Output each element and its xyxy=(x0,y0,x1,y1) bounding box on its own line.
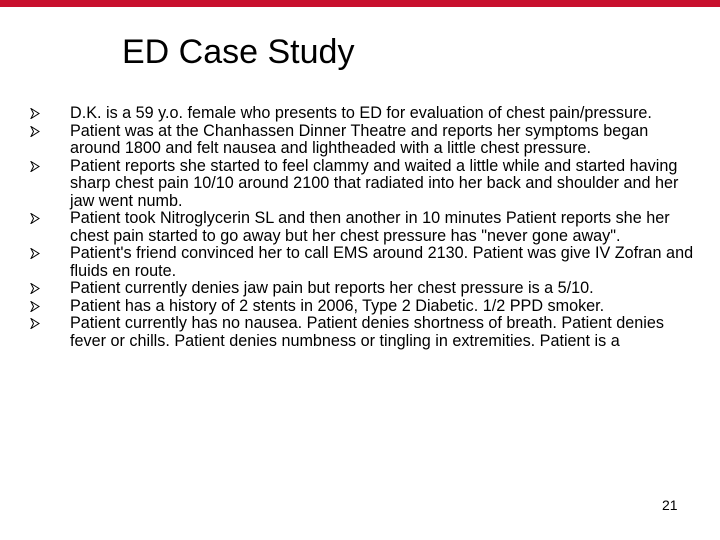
arrow-bullet-icon xyxy=(30,245,70,263)
bullet-item xyxy=(30,298,695,316)
bullet-item xyxy=(30,245,695,280)
bullet-text: Patient reports she started to feel clammy and waited a little while and started having sharp chest pain 10/10 around 2100 that radiated into her back and shoulder and her jaw went numb. xyxy=(70,156,679,210)
bullet-item xyxy=(30,280,695,298)
bullet-text: D.K. is a 59 y.o. female who presents to ED for evaluation of chest pain/pressure. xyxy=(70,104,652,122)
bullet-item xyxy=(30,158,695,211)
bullet-item xyxy=(30,105,695,123)
bullet-text: Patient's friend convinced her to call EMS around 2130. Patient was give IV Zofran and fluids en route. xyxy=(70,244,694,280)
top-accent-bar xyxy=(0,0,720,7)
arrow-bullet-icon xyxy=(30,298,70,316)
arrow-bullet-icon xyxy=(30,158,70,176)
slide-title: ED Case Study xyxy=(122,33,355,71)
arrow-bullet-icon xyxy=(30,315,70,333)
arrow-bullet-icon xyxy=(30,210,70,228)
bullet-item xyxy=(30,315,695,350)
page-number: 21 xyxy=(662,497,678,513)
bullet-item xyxy=(30,210,695,245)
bullet-text: Patient currently has no nausea. Patient denies shortness of breath. Patient denies fever or chills. Patient denies numbness or tingling in extremities. Patient is a xyxy=(70,314,664,350)
arrow-bullet-icon xyxy=(30,105,70,123)
bullet-item xyxy=(30,123,695,158)
bullet-list xyxy=(30,105,695,350)
bullet-text: Patient took Nitroglycerin SL and then another in 10 minutes Patient reports she her chest pain started to go away but her chest pressure has "never gone away". xyxy=(70,209,670,245)
arrow-bullet-icon xyxy=(30,280,70,298)
arrow-bullet-icon xyxy=(30,123,70,141)
bullet-text: Patient currently denies jaw pain but reports her chest pressure is a 5/10. xyxy=(70,279,594,297)
bullet-text: Patient was at the Chanhassen Dinner Theatre and reports her symptoms began around 1800 and felt nausea and lightheaded with a little chest pressure. xyxy=(70,121,649,157)
bullet-text: Patient has a history of 2 stents in 2006, Type 2 Diabetic. 1/2 PPD smoker. xyxy=(70,296,605,315)
